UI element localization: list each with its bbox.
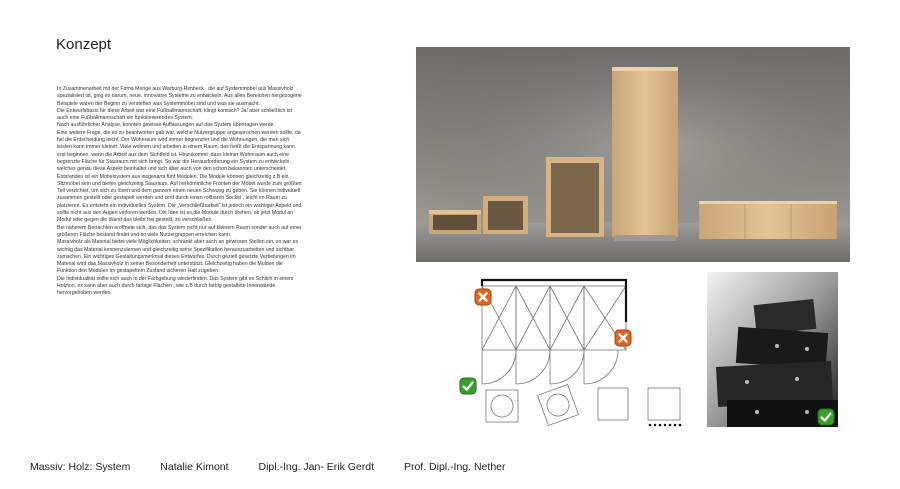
paragraph: Entstanden ist ein Möbelsystem aus insgesamt fünf Modulen. Die Module können gleichzeitig z.B ein Sitzmöbel sein und bieten gleichzeitig Stauraum. Auf herkömmliche Fronten der Möbel wurde zum größten Teil verzichtet, um sich zu lösen und dem ganzem einen neuen Schwung zu geben. Sie können individuell zusammen gestellt oder gestapelt werden und sind durch einen rollbaren Sockel , leicht im Raum zu platzieren. Es entsteht ein individuelles System. Die „Verschließbarkeit“ ist jedoch ein wichtiger Aspekt und sollte nicht aus den Augen verloren werden. Die Idee ist es,die Module durch drehen, ob jetzt Modul an Modul oder gegen die Wand das bleibt frei gestellt, zu verschließen.	[57, 173, 302, 224]
paragraph: Massivholz als Material bietet viele Möglichkeiten, schränkt aber auch an gewissen Stellen ein, so war es wichtig das Material kennenzulernen und gleichzeitig seine Spezifikation herauszuarbeiten und sichtbar zumachen. Ein wichtiges Gestaltungsmerkmal dieses Entwurfes. Durch gezielt gesetzte Vertiefungen im Material wird das Massivholz in seiner Besonderheit unterstützt. Gleichzeitig haben die Mulden die Funktion den Modulen im gestapeltem Zustand sicheren Halt zugeben.	[57, 239, 299, 275]
furniture-modules-photo	[416, 47, 850, 262]
paragraph: Die Individualität sollte sich auch in der Farbgebung wiederfinden. Das System gibt es Schlich in einem Holzton, es kann aber auch durch farbige Flächen , wie z.B durch farbig gestaltete Innenwände hervorgehoben werden.	[57, 275, 294, 297]
paragraph: Nach ausführlicher Analyse, konnten gewisse Auffassungen auf das System übertragen werde.	[57, 122, 275, 129]
supervisor-name: Prof. Dipl.-Ing. Nether	[403, 461, 506, 473]
reject-icon	[614, 329, 632, 347]
concept-text	[57, 86, 303, 298]
plan-diagram	[458, 272, 690, 432]
project-name: Massiv: Holz: System	[30, 461, 131, 473]
reject-icon	[474, 288, 492, 306]
paragraph: Eine weitere Frage, die es zu beantworten gab war, welche Nutzergruppe angesprochen werden sollte, da fiel die Entscheidung leicht. Der Wohnraum wird immer begrenzter und die Wohnungen, die man sich leisten kann immer kleiner. Viele wohnen und arbeiten in einem Raum, das heißt die Entspannung kann erst beginnen, wenn die Arbeit aus dem Sichtfeld ist. Hinzukommt ,dass kleiner Wohnraum auch eine begrenzte Fläche für Stauraum mit sich bringt. So war die Herausforderung ein System zu entwickeln, welches genau diese Aspekt beinhaltet und sich aber auch von den schon bekannten unterscheidet.	[57, 129, 301, 173]
paragraph: Bei näherem Betrachten eröffnete sich, das das System nicht nur auf kleinem Raum sonder auch auf einer größeren Fläche bestand findet und so viele Nutzergruppen erreichen kann.	[57, 224, 302, 238]
paragraph: In Zusammenarbeit mit der Firma Menge aus Warburg-Rimbeck , die auf Systemmöbel aus Massivholz spezialisiert ist, ging es darum, neue, innovative Systeme zu entwickeln. Aus allen Bereichen hergezogene Beispiele waren der Beginn zu verstehen was Systemmöbel sind und was sie ausmacht.	[57, 86, 302, 107]
supervisor-name: Dipl.-Ing. Jan- Erik Gerdt	[258, 461, 375, 473]
check-icon	[817, 408, 835, 426]
suitcases-photo	[707, 272, 838, 427]
author-name: Natalie Kimont	[160, 461, 229, 473]
page-title: Konzept	[56, 36, 112, 53]
paragraph: Die Entwurfsbasis für diese Arbeit war eine Fußballmannschaft, klingt komisch? Ja! aber schließlich ist auch eine Fußballmannschaft ein funktionierendes System.	[57, 107, 292, 122]
footer-credits	[30, 461, 533, 473]
check-icon	[459, 377, 477, 395]
